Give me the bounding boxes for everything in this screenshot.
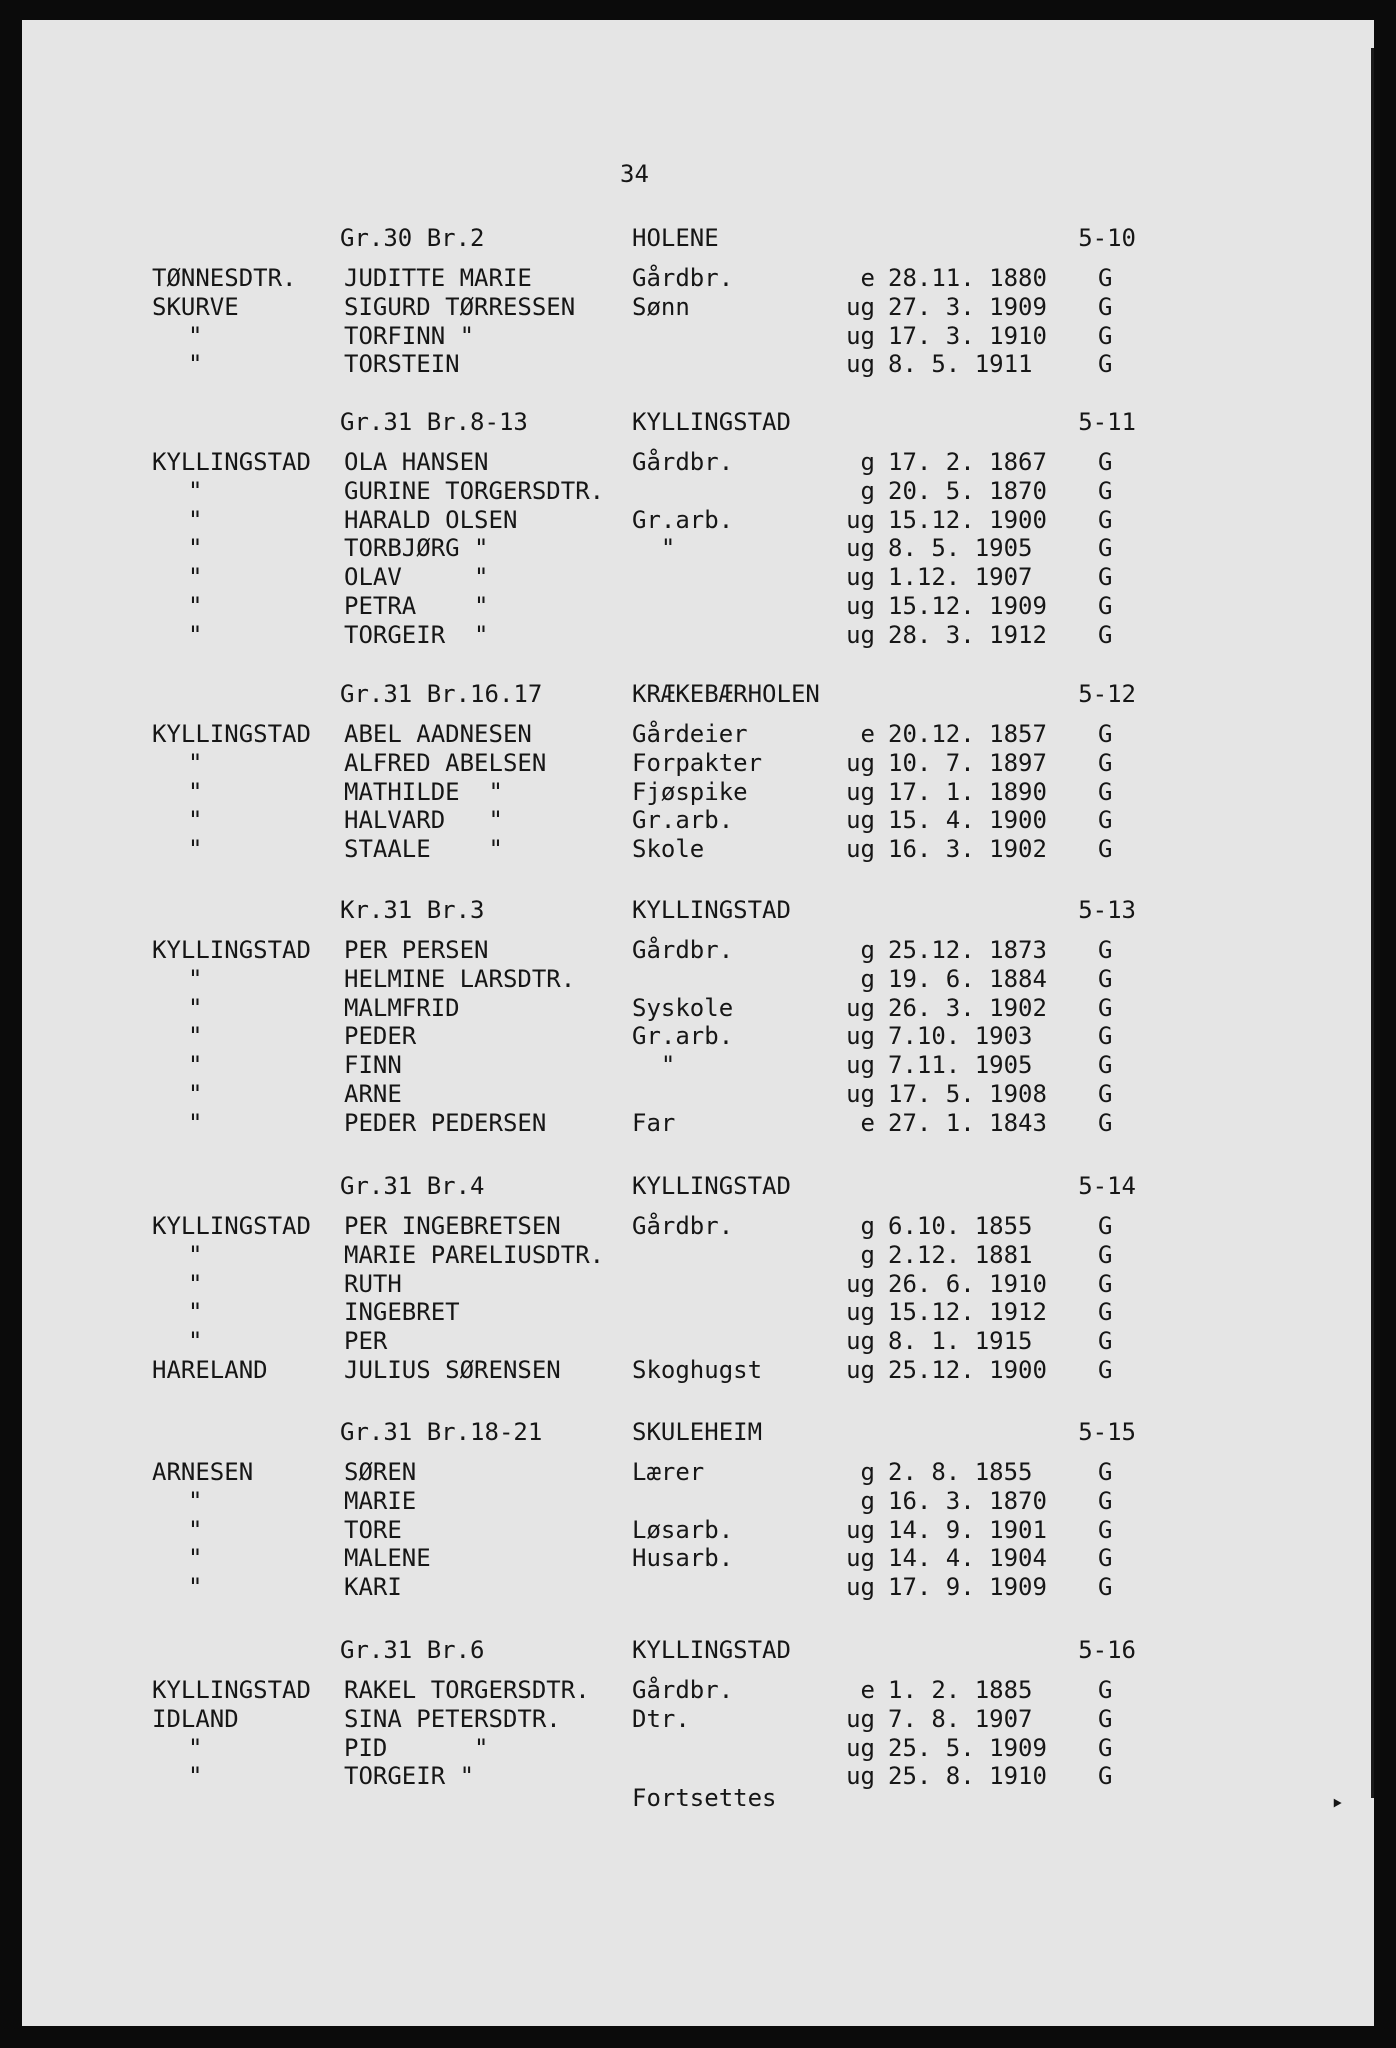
row-surname: " [188, 1544, 203, 1573]
row-surname: ARNESEN [152, 1458, 254, 1486]
row-given-name: TORGEIR " [344, 620, 489, 649]
row-marital-status: ug [846, 777, 875, 806]
row-surname: " [188, 1762, 203, 1791]
row-occupation: Far [632, 1108, 676, 1137]
row-occupation: " [632, 534, 676, 563]
row-mark: G [1098, 777, 1113, 806]
row-marital-status: ug [846, 1544, 875, 1573]
row-birth-date: 28. 3. 1912 [888, 620, 1047, 649]
row-mark: G [1098, 448, 1113, 476]
row-birth-date: 25.12. 1873 [888, 936, 1047, 964]
row-marital-status: ug [846, 1269, 875, 1298]
row-birth-date: 15.12. 1900 [888, 505, 1047, 534]
row-mark: G [1098, 505, 1113, 534]
row-given-name: TORE [344, 1515, 402, 1544]
row-marital-status: ug [846, 1515, 875, 1544]
row-birth-date: 15.12. 1912 [888, 1298, 1047, 1327]
row-given-name: TORGEIR " [344, 1762, 475, 1791]
row-marital-status: g [860, 964, 875, 993]
row-surname: " [188, 1108, 203, 1137]
row-birth-date: 1.12. 1907 [888, 563, 1033, 592]
row-birth-date: 27. 3. 1909 [888, 292, 1047, 321]
row-surname: " [188, 1515, 203, 1544]
row-surname: KYLLINGSTAD [152, 1676, 311, 1704]
row-marital-status: ug [846, 1080, 875, 1108]
row-marital-status: ug [846, 806, 875, 835]
row-marital-status: ug [846, 505, 875, 534]
row-given-name: MALENE [344, 1544, 431, 1573]
row-marital-status: ug [846, 1022, 875, 1051]
row-given-name: PEDER [344, 1022, 417, 1051]
section-code: 5-16 [1078, 1636, 1136, 1664]
row-mark: G [1098, 563, 1113, 592]
row-occupation: Skoghugst [632, 1356, 763, 1384]
row-mark: G [1098, 835, 1113, 864]
row-birth-date: 16. 3. 1902 [888, 835, 1047, 864]
row-mark: G [1098, 1733, 1113, 1762]
row-given-name: ALFRED ABELSEN [344, 748, 547, 777]
row-marital-status: ug [846, 748, 875, 777]
row-birth-date: 25. 5. 1909 [888, 1733, 1047, 1762]
row-marital-status: ug [846, 835, 875, 864]
row-mark: G [1098, 1704, 1113, 1733]
row-marital-status: g [860, 1486, 875, 1515]
row-mark: G [1098, 264, 1113, 292]
section-code: 5-11 [1078, 408, 1136, 436]
row-given-name: RUTH [344, 1269, 402, 1298]
row-surname: " [188, 1573, 203, 1602]
row-birth-date: 17. 2. 1867 [888, 448, 1047, 476]
continued-note: Fortsettes [632, 1784, 777, 1812]
row-marital-status: ug [846, 534, 875, 563]
row-occupation: Løsarb. [632, 1515, 734, 1544]
row-birth-date: 19. 6. 1884 [888, 964, 1047, 993]
row-surname: IDLAND [152, 1704, 239, 1733]
row-mark: G [1098, 720, 1113, 748]
row-birth-date: 17. 1. 1890 [888, 777, 1047, 806]
row-given-name: OLAV " [344, 563, 489, 592]
row-given-name: MARIE [344, 1486, 417, 1515]
row-occupation: Gårdbr. [632, 936, 734, 964]
row-birth-date: 20.12. 1857 [888, 720, 1047, 748]
row-mark: G [1098, 1212, 1113, 1240]
row-mark: G [1098, 1269, 1113, 1298]
row-mark: G [1098, 534, 1113, 563]
section-code: 5-15 [1078, 1418, 1136, 1446]
section-gard-ref: Gr.31 Br.16.17 [340, 680, 543, 708]
row-surname: " [188, 964, 203, 993]
row-birth-date: 8. 1. 1915 [888, 1327, 1033, 1356]
row-mark: G [1098, 1051, 1113, 1080]
section-code: 5-12 [1078, 680, 1136, 708]
row-birth-date: 2. 8. 1855 [888, 1458, 1033, 1486]
row-mark: G [1098, 993, 1113, 1022]
row-birth-date: 8. 5. 1911 [888, 350, 1033, 379]
section-gard-ref: Kr.31 Br.3 [340, 896, 485, 924]
row-occupation: " [632, 1051, 676, 1080]
row-mark: G [1098, 1080, 1113, 1108]
row-surname: " [188, 1022, 203, 1051]
row-given-name: KARI [344, 1573, 402, 1602]
row-marital-status: ug [846, 993, 875, 1022]
row-occupation: Lærer [632, 1458, 705, 1486]
section-gard-ref: Gr.31 Br.4 [340, 1172, 485, 1200]
row-surname: " [188, 806, 203, 835]
row-given-name: HELMINE LARSDTR. [344, 964, 576, 993]
row-surname: " [188, 1051, 203, 1080]
row-occupation: Syskole [632, 993, 734, 1022]
row-mark: G [1098, 1486, 1113, 1515]
row-mark: G [1098, 292, 1113, 321]
row-occupation: Fjøspike [632, 777, 748, 806]
row-birth-date: 2.12. 1881 [888, 1240, 1033, 1269]
row-mark: G [1098, 1515, 1113, 1544]
row-surname: KYLLINGSTAD [152, 936, 311, 964]
row-surname: KYLLINGSTAD [152, 720, 311, 748]
row-given-name: STAALE " [344, 835, 503, 864]
row-birth-date: 17. 9. 1909 [888, 1573, 1047, 1602]
row-mark: G [1098, 1240, 1113, 1269]
row-marital-status: ug [846, 1356, 875, 1384]
row-marital-status: g [860, 1212, 875, 1240]
row-surname: " [188, 1733, 203, 1762]
row-occupation: Sønn [632, 292, 690, 321]
row-surname: " [188, 321, 203, 350]
row-mark: G [1098, 1022, 1113, 1051]
row-given-name: PER INGEBRETSEN [344, 1212, 561, 1240]
row-mark: G [1098, 1356, 1113, 1384]
row-mark: G [1098, 1676, 1113, 1704]
row-surname: " [188, 1486, 203, 1515]
row-marital-status: ug [846, 292, 875, 321]
row-marital-status: g [860, 448, 875, 476]
row-surname: HARELAND [152, 1356, 268, 1384]
section-gard-ref: Gr.31 Br.18-21 [340, 1418, 543, 1446]
row-marital-status: e [860, 1108, 875, 1137]
row-occupation: Gårdbr. [632, 1212, 734, 1240]
row-marital-status: e [860, 264, 875, 292]
row-surname: " [188, 534, 203, 563]
row-given-name: PID " [344, 1733, 489, 1762]
row-marital-status: ug [846, 1733, 875, 1762]
row-occupation: Gr.arb. [632, 806, 734, 835]
row-marital-status: ug [846, 592, 875, 620]
row-birth-date: 8. 5. 1905 [888, 534, 1033, 563]
section-gard-ref: Gr.31 Br.8-13 [340, 408, 528, 436]
section-code: 5-13 [1078, 896, 1136, 924]
row-birth-date: 25.12. 1900 [888, 1356, 1047, 1384]
row-given-name: FINN [344, 1051, 402, 1080]
row-occupation: Gårdeier [632, 720, 748, 748]
row-occupation: Gårdbr. [632, 264, 734, 292]
row-surname: " [188, 777, 203, 806]
row-given-name: JUDITTE MARIE [344, 264, 532, 292]
page-number: 34 [620, 160, 649, 188]
row-birth-date: 7.10. 1903 [888, 1022, 1033, 1051]
row-mark: G [1098, 1327, 1113, 1356]
row-occupation: Gr.arb. [632, 1022, 734, 1051]
row-surname: TØNNESDTR. [152, 264, 297, 292]
row-occupation: Gårdbr. [632, 1676, 734, 1704]
row-surname: " [188, 620, 203, 649]
row-surname: KYLLINGSTAD [152, 448, 311, 476]
row-marital-status: ug [846, 620, 875, 649]
row-marital-status: g [860, 476, 875, 505]
row-marital-status: ug [846, 1762, 875, 1791]
section-place-name: KYLLINGSTAD [632, 408, 791, 436]
row-mark: G [1098, 1544, 1113, 1573]
row-birth-date: 14. 4. 1904 [888, 1544, 1047, 1573]
row-occupation: Forpakter [632, 748, 763, 777]
row-occupation: Gr.arb. [632, 505, 734, 534]
row-birth-date: 16. 3. 1870 [888, 1486, 1047, 1515]
row-given-name: PER PERSEN [344, 936, 489, 964]
row-birth-date: 6.10. 1855 [888, 1212, 1033, 1240]
row-surname: SKURVE [152, 292, 239, 321]
row-surname: " [188, 1298, 203, 1327]
row-birth-date: 14. 9. 1901 [888, 1515, 1047, 1544]
row-surname: " [188, 835, 203, 864]
section-gard-ref: Gr.31 Br.6 [340, 1636, 485, 1664]
row-occupation: Dtr. [632, 1704, 690, 1733]
row-surname: " [188, 350, 203, 379]
row-birth-date: 10. 7. 1897 [888, 748, 1047, 777]
row-given-name: SIGURD TØRRESSEN [344, 292, 576, 321]
row-given-name: OLA HANSEN [344, 448, 489, 476]
row-given-name: PER [344, 1327, 388, 1356]
row-marital-status: ug [846, 1704, 875, 1733]
row-given-name: GURINE TORGERSDTR. [344, 476, 605, 505]
row-marital-status: ug [846, 1327, 875, 1356]
row-birth-date: 7. 8. 1907 [888, 1704, 1033, 1733]
section-place-name: KYLLINGSTAD [632, 1172, 791, 1200]
row-occupation: Gårdbr. [632, 448, 734, 476]
section-place-name: SKULEHEIM [632, 1418, 763, 1446]
row-mark: G [1098, 350, 1113, 379]
row-mark: G [1098, 1573, 1113, 1602]
row-birth-date: 26. 6. 1910 [888, 1269, 1047, 1298]
row-given-name: SØREN [344, 1458, 417, 1486]
row-birth-date: 17. 3. 1910 [888, 321, 1047, 350]
row-given-name: TORFINN " [344, 321, 475, 350]
row-mark: G [1098, 321, 1113, 350]
row-marital-status: g [860, 936, 875, 964]
row-surname: " [188, 1240, 203, 1269]
row-marital-status: ug [846, 1298, 875, 1327]
row-birth-date: 17. 5. 1908 [888, 1080, 1047, 1108]
row-marital-status: e [860, 720, 875, 748]
row-birth-date: 20. 5. 1870 [888, 476, 1047, 505]
row-birth-date: 7.11. 1905 [888, 1051, 1033, 1080]
section-code: 5-14 [1078, 1172, 1136, 1200]
row-given-name: HALVARD " [344, 806, 503, 835]
row-surname: KYLLINGSTAD [152, 1212, 311, 1240]
section-place-name: KRÆKEBÆRHOLEN [632, 680, 820, 708]
row-marital-status: e [860, 1676, 875, 1704]
row-given-name: ARNE [344, 1080, 402, 1108]
row-mark: G [1098, 936, 1113, 964]
row-occupation: Husarb. [632, 1544, 734, 1573]
section-code: 5-10 [1078, 224, 1136, 252]
row-surname: " [188, 748, 203, 777]
row-birth-date: 15. 4. 1900 [888, 806, 1047, 835]
row-given-name: MARIE PARELIUSDTR. [344, 1240, 605, 1269]
row-mark: G [1098, 1458, 1113, 1486]
row-given-name: PETRA " [344, 592, 489, 620]
row-birth-date: 25. 8. 1910 [888, 1762, 1047, 1791]
row-surname: " [188, 1269, 203, 1298]
row-marital-status: ug [846, 563, 875, 592]
row-given-name: JULIUS SØRENSEN [344, 1356, 561, 1384]
row-surname: " [188, 592, 203, 620]
row-birth-date: 15.12. 1909 [888, 592, 1047, 620]
row-mark: G [1098, 1298, 1113, 1327]
row-mark: G [1098, 806, 1113, 835]
row-given-name: MALMFRID [344, 993, 460, 1022]
row-given-name: PEDER PEDERSEN [344, 1108, 547, 1137]
row-marital-status: g [860, 1240, 875, 1269]
row-birth-date: 26. 3. 1902 [888, 993, 1047, 1022]
row-mark: G [1098, 1762, 1113, 1791]
row-birth-date: 28.11. 1880 [888, 264, 1047, 292]
row-given-name: TORBJØRG " [344, 534, 489, 563]
margin-check-mark: ‣ [1330, 1790, 1345, 1818]
row-given-name: SINA PETERSDTR. [344, 1704, 561, 1733]
row-occupation: Skole [632, 835, 705, 864]
row-surname: " [188, 476, 203, 505]
row-mark: G [1098, 592, 1113, 620]
row-mark: G [1098, 964, 1113, 993]
row-surname: " [188, 1327, 203, 1356]
row-given-name: TORSTEIN [344, 350, 460, 379]
row-surname: " [188, 993, 203, 1022]
row-mark: G [1098, 476, 1113, 505]
row-marital-status: g [860, 1458, 875, 1486]
row-mark: G [1098, 1108, 1113, 1137]
section-place-name: KYLLINGSTAD [632, 1636, 791, 1664]
row-marital-status: ug [846, 1573, 875, 1602]
row-birth-date: 1. 2. 1885 [888, 1676, 1033, 1704]
row-marital-status: ug [846, 321, 875, 350]
row-marital-status: ug [846, 350, 875, 379]
row-surname: " [188, 505, 203, 534]
row-given-name: INGEBRET [344, 1298, 460, 1327]
row-given-name: MATHILDE " [344, 777, 503, 806]
section-place-name: KYLLINGSTAD [632, 896, 791, 924]
section-place-name: HOLENE [632, 224, 719, 252]
row-mark: G [1098, 748, 1113, 777]
row-surname: " [188, 563, 203, 592]
right-margin-line [1371, 48, 1374, 1798]
row-surname: " [188, 1080, 203, 1108]
row-given-name: HARALD OLSEN [344, 505, 518, 534]
row-mark: G [1098, 620, 1113, 649]
row-marital-status: ug [846, 1051, 875, 1080]
row-given-name: RAKEL TORGERSDTR. [344, 1676, 590, 1704]
row-birth-date: 27. 1. 1843 [888, 1108, 1047, 1137]
row-given-name: ABEL AADNESEN [344, 720, 532, 748]
section-gard-ref: Gr.30 Br.2 [340, 224, 485, 252]
